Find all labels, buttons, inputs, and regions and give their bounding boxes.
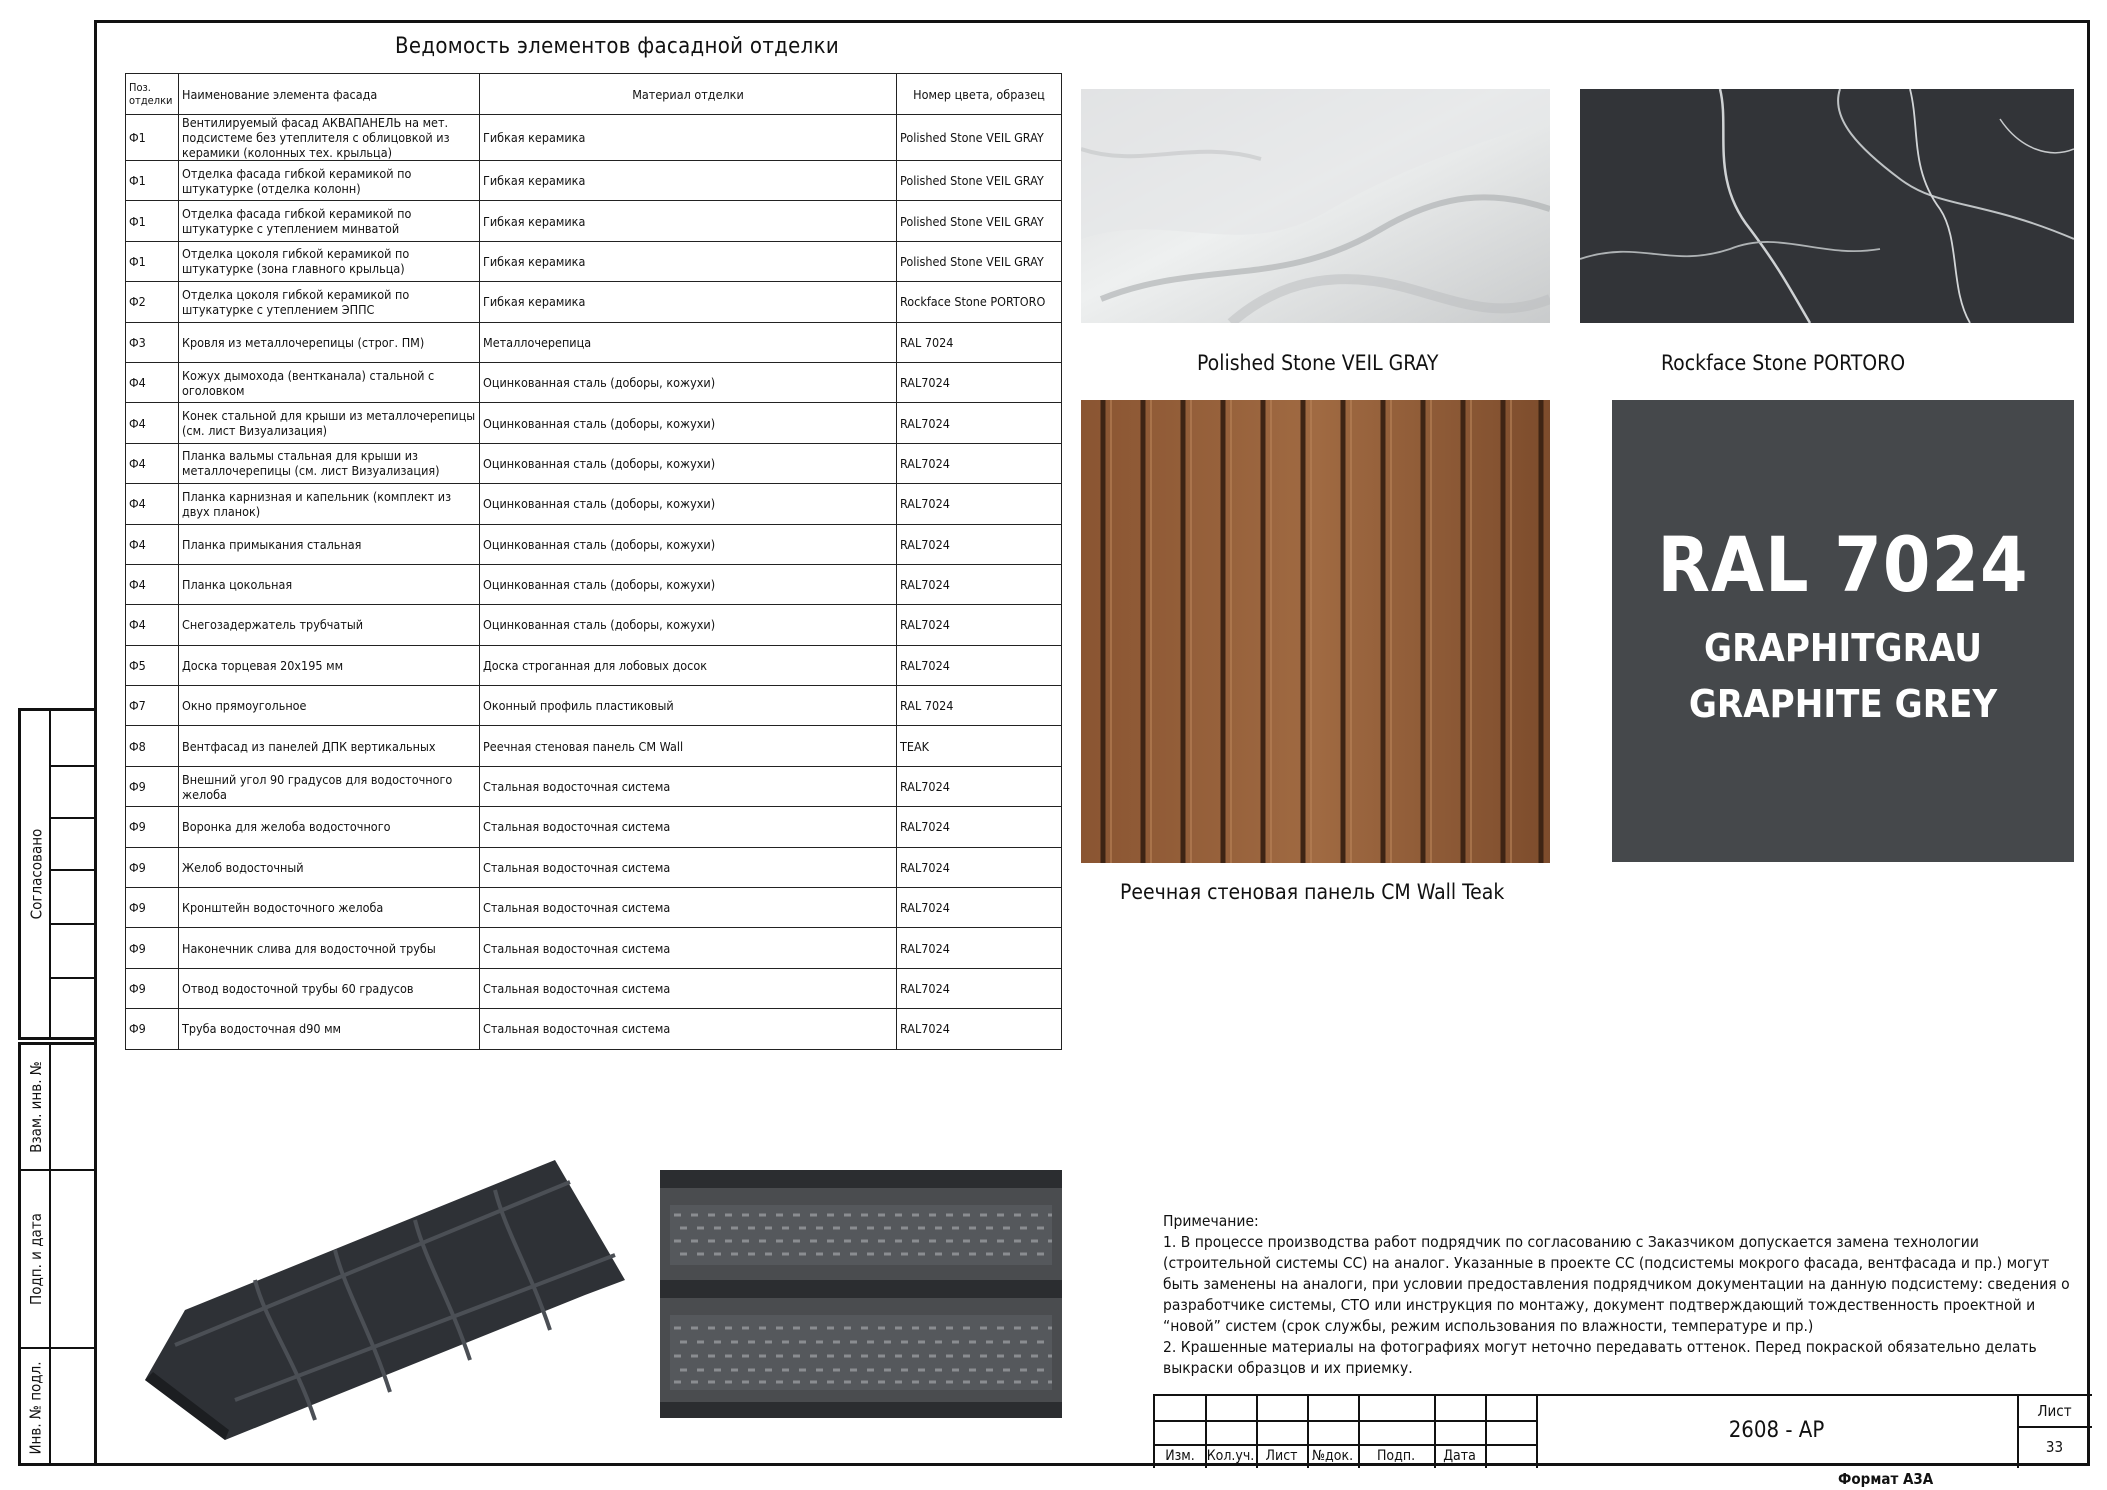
table-row xyxy=(126,888,1062,928)
table-row xyxy=(126,847,1062,887)
cell-name: Вентилируемый фасад АКВАПАНЕЛЬ на мет. подсистеме без утеплителя с облицовкой из керамики (колонных тех. крыльца) xyxy=(179,115,480,161)
cell-name: Отделка фасада гибкой керамикой по штукатурке с утеплением минватой xyxy=(179,201,480,241)
cell-name: Отделка цоколя гибкой керамикой по штукатурке (зона главного крыльца) xyxy=(179,241,480,281)
cell-pos: Ф4 xyxy=(126,443,179,483)
cell-color: Polished Stone VEIL GRAY xyxy=(897,201,1062,241)
note-item-2: 2. Крашенные материалы на фотографиях могут неточно передавать оттенок. Перед покраской обязательно делать выкраски образцов и их приемку. xyxy=(1163,1338,2037,1377)
ral-color-sample xyxy=(1612,400,2074,862)
cell-material: Оцинкованная сталь (доборы, кожухи) xyxy=(480,362,897,402)
table-header xyxy=(126,74,1062,115)
cell-name: Кожух дымохода (вентканала) стальной с оголовком xyxy=(179,362,480,402)
table-row xyxy=(126,928,1062,968)
cell-name: Отделка фасада гибкой керамикой по штукатурке (отделка колонн) xyxy=(179,161,480,201)
cell-material: Оцинкованная сталь (доборы, кожухи) xyxy=(480,443,897,483)
title-block xyxy=(1153,1394,2092,1468)
teak-caption: Реечная стеновая панель СМ Wall Teak xyxy=(1120,880,1505,904)
cell-color: RAL7024 xyxy=(897,645,1062,685)
cell-pos: Ф4 xyxy=(126,484,179,524)
note-item-1: 1. В процессе производства работ подрядчик по согласованию с Заказчиком допускается замена технологии (строительной системы СС) на аналог. Указанные в проекте СС (подсистемы мокрого фасада, вентфасада и пр.) могут быть заменены на аналоги, при условии предоставления подрядчиком документации на данную подсистему: сведения о разработчике системы, СТО или инструкция по монтажу, документ подтверждающий тождественность проектной и “новой” систем (срок службы, режим использования по влажности, температуре и пр.) xyxy=(1163,1233,2070,1335)
side-stamp xyxy=(18,708,97,1466)
agreed-label: Согласовано xyxy=(27,828,45,920)
metal-tile-photo xyxy=(145,1160,625,1440)
cell-material: Стальная водосточная система xyxy=(480,807,897,847)
cell-color: RAL7024 xyxy=(897,484,1062,524)
veil-gray-caption: Polished Stone VEIL GRAY xyxy=(1197,351,1439,375)
cell-name: Доска торцевая 20х195 мм xyxy=(179,645,480,685)
cell-material: Оконный профиль пластиковый xyxy=(480,686,897,726)
cell-material: Гибкая керамика xyxy=(480,201,897,241)
cell-color: Rockface Stone PORTORO xyxy=(897,282,1062,322)
cell-pos: Ф4 xyxy=(126,403,179,443)
cell-pos: Ф8 xyxy=(126,726,179,766)
cell-material: Гибкая керамика xyxy=(480,161,897,201)
cell-pos: Ф1 xyxy=(126,201,179,241)
table-row xyxy=(126,161,1062,201)
cell-name: Отделка цоколя гибкой керамикой по штукатурке с утеплением ЭППС xyxy=(179,282,480,322)
cell-material: Стальная водосточная система xyxy=(480,968,897,1008)
cell-color: RAL7024 xyxy=(897,403,1062,443)
cell-pos: Ф1 xyxy=(126,161,179,201)
cell-color: TEAK xyxy=(897,726,1062,766)
agreed-block xyxy=(18,708,97,1040)
cell-material: Стальная водосточная система xyxy=(480,766,897,806)
table-row xyxy=(126,726,1062,766)
cell-name: Отвод водосточной трубы 60 градусов xyxy=(179,968,480,1008)
note-heading: Примечание: xyxy=(1163,1212,1259,1230)
cell-material: Оцинкованная сталь (доборы, кожухи) xyxy=(480,564,897,604)
cell-material: Гибкая керамика xyxy=(480,282,897,322)
cell-color: RAL7024 xyxy=(897,605,1062,645)
cell-color: RAL7024 xyxy=(897,443,1062,483)
cell-color: RAL7024 xyxy=(897,362,1062,402)
sign-date-label: Подп. и дата xyxy=(27,1213,46,1305)
cell-pos: Ф4 xyxy=(126,362,179,402)
cell-color: RAL 7024 xyxy=(897,686,1062,726)
cell-pos: Ф9 xyxy=(126,847,179,887)
cell-color: RAL7024 xyxy=(897,1009,1062,1049)
table-row xyxy=(126,645,1062,685)
cell-pos: Ф9 xyxy=(126,928,179,968)
cell-name: Кровля из металлочерепицы (строг. ПМ) xyxy=(179,322,480,362)
page-title: Ведомость элементов фасадной отделки xyxy=(395,34,839,59)
cell-name: Желоб водосточный xyxy=(179,847,480,887)
stamp-col-ndok: №док. xyxy=(1311,1448,1354,1464)
cell-material: Гибкая керамика xyxy=(480,241,897,281)
cell-color: RAL7024 xyxy=(897,524,1062,564)
cell-name: Планка вальмы стальная для крыши из металлочерепицы (см. лист Визуализация) xyxy=(179,443,480,483)
cell-color: Polished Stone VEIL GRAY xyxy=(897,241,1062,281)
header-pos: Поз. отделки xyxy=(126,74,179,115)
header-color: Номер цвета, образец xyxy=(897,74,1062,115)
cell-pos: Ф4 xyxy=(126,564,179,604)
portoro-caption: Rockface Stone PORTORO xyxy=(1661,351,1906,375)
project-code: 2608 - АР xyxy=(1728,1418,1825,1443)
cell-pos: Ф4 xyxy=(126,605,179,645)
cell-material: Металлочерепица xyxy=(480,322,897,362)
cell-name: Снегозадержатель трубчатый xyxy=(179,605,480,645)
cell-material: Гибкая керамика xyxy=(480,115,897,161)
table-row xyxy=(126,322,1062,362)
finishing-table xyxy=(125,73,1062,1050)
cell-name: Внешний угол 90 градусов для водосточного желоба xyxy=(179,766,480,806)
cell-color: RAL 7024 xyxy=(897,322,1062,362)
cell-color: Polished Stone VEIL GRAY xyxy=(897,161,1062,201)
cell-name: Труба водосточная d90 мм xyxy=(179,1009,480,1049)
stamp-col-podp: Подп. xyxy=(1376,1448,1416,1464)
cell-pos: Ф3 xyxy=(126,322,179,362)
cell-pos: Ф1 xyxy=(126,115,179,161)
table-row xyxy=(126,564,1062,604)
cell-pos: Ф9 xyxy=(126,888,179,928)
inv-podl-label: Инв. № подл. xyxy=(27,1361,45,1455)
cell-color: RAL7024 xyxy=(897,807,1062,847)
soffit-panel-photo xyxy=(660,1170,1062,1418)
table-row xyxy=(126,484,1062,524)
cell-material: Доска строганная для лобовых досок xyxy=(480,645,897,685)
cell-material: Реечная стеновая панель СМ Wall xyxy=(480,726,897,766)
cell-name: Окно прямоугольное xyxy=(179,686,480,726)
table-row xyxy=(126,362,1062,402)
table-row xyxy=(126,524,1062,564)
cell-name: Воронка для желоба водосточного xyxy=(179,807,480,847)
sheet-label: Лист xyxy=(2037,1402,2072,1420)
cell-name: Наконечник слива для водосточной трубы xyxy=(179,928,480,968)
cell-pos: Ф9 xyxy=(126,1009,179,1049)
inventory-block xyxy=(18,1042,97,1466)
table-row xyxy=(126,605,1062,645)
ral-name-en: GRAPHITE GREY xyxy=(1688,682,1998,726)
cell-color: RAL7024 xyxy=(897,888,1062,928)
table-row xyxy=(126,686,1062,726)
table-row xyxy=(126,1009,1062,1049)
cell-name: Конек стальной для крыши из металлочерепицы (см. лист Визуализация) xyxy=(179,403,480,443)
cell-name: Планка цокольная xyxy=(179,564,480,604)
cell-material: Оцинкованная сталь (доборы, кожухи) xyxy=(480,484,897,524)
cell-pos: Ф9 xyxy=(126,766,179,806)
cell-material: Оцинкованная сталь (доборы, кожухи) xyxy=(480,605,897,645)
table-row xyxy=(126,403,1062,443)
note-block xyxy=(1163,1211,2078,1379)
cell-name: Планка карнизная и капельник (комплект из двух планок) xyxy=(179,484,480,524)
table-row xyxy=(126,443,1062,483)
inv-vzam-label: Взам. инв. № xyxy=(27,1061,45,1153)
stamp-col-izm: Изм. xyxy=(1165,1448,1195,1464)
cell-pos: Ф9 xyxy=(126,807,179,847)
veil-gray-sample xyxy=(1081,89,1550,323)
table-row xyxy=(126,115,1062,161)
portoro-sample xyxy=(1580,89,2074,323)
cell-material: Стальная водосточная система xyxy=(480,888,897,928)
cell-color: RAL7024 xyxy=(897,968,1062,1008)
cell-color: RAL7024 xyxy=(897,766,1062,806)
ral-name-de: GRAPHITGRAU xyxy=(1704,626,1982,670)
table-row xyxy=(126,241,1062,281)
cell-pos: Ф7 xyxy=(126,686,179,726)
cell-pos: Ф5 xyxy=(126,645,179,685)
format-label: Формат А3А xyxy=(1838,1470,1934,1488)
header-name: Наименование элемента фасада xyxy=(179,74,480,115)
table-row xyxy=(126,807,1062,847)
stamp-col-data: Дата xyxy=(1443,1448,1476,1464)
ral-code: RAL 7024 xyxy=(1657,520,2029,609)
cell-pos: Ф9 xyxy=(126,968,179,1008)
cell-material: Стальная водосточная система xyxy=(480,847,897,887)
cell-name: Вентфасад из панелей ДПК вертикальных xyxy=(179,726,480,766)
cell-pos: Ф4 xyxy=(126,524,179,564)
cell-name: Кронштейн водосточного желоба xyxy=(179,888,480,928)
cell-color: Polished Stone VEIL GRAY xyxy=(897,115,1062,161)
table-row xyxy=(126,201,1062,241)
header-material: Материал отделки xyxy=(480,74,897,115)
cell-material: Стальная водосточная система xyxy=(480,928,897,968)
stamp-col-koluch: Кол.уч. xyxy=(1206,1448,1255,1464)
cell-material: Стальная водосточная система xyxy=(480,1009,897,1049)
cell-pos: Ф1 xyxy=(126,241,179,281)
table-row xyxy=(126,968,1062,1008)
cell-color: RAL7024 xyxy=(897,928,1062,968)
table-row xyxy=(126,766,1062,806)
table-row xyxy=(126,282,1062,322)
teak-panel-sample xyxy=(1081,400,1550,863)
cell-name: Планка примыкания стальная xyxy=(179,524,480,564)
stamp-col-list: Лист xyxy=(1265,1448,1298,1464)
cell-material: Оцинкованная сталь (доборы, кожухи) xyxy=(480,403,897,443)
cell-pos: Ф2 xyxy=(126,282,179,322)
cell-color: RAL7024 xyxy=(897,564,1062,604)
cell-material: Оцинкованная сталь (доборы, кожухи) xyxy=(480,524,897,564)
cell-color: RAL7024 xyxy=(897,847,1062,887)
sheet-number: 33 xyxy=(2045,1438,2064,1456)
